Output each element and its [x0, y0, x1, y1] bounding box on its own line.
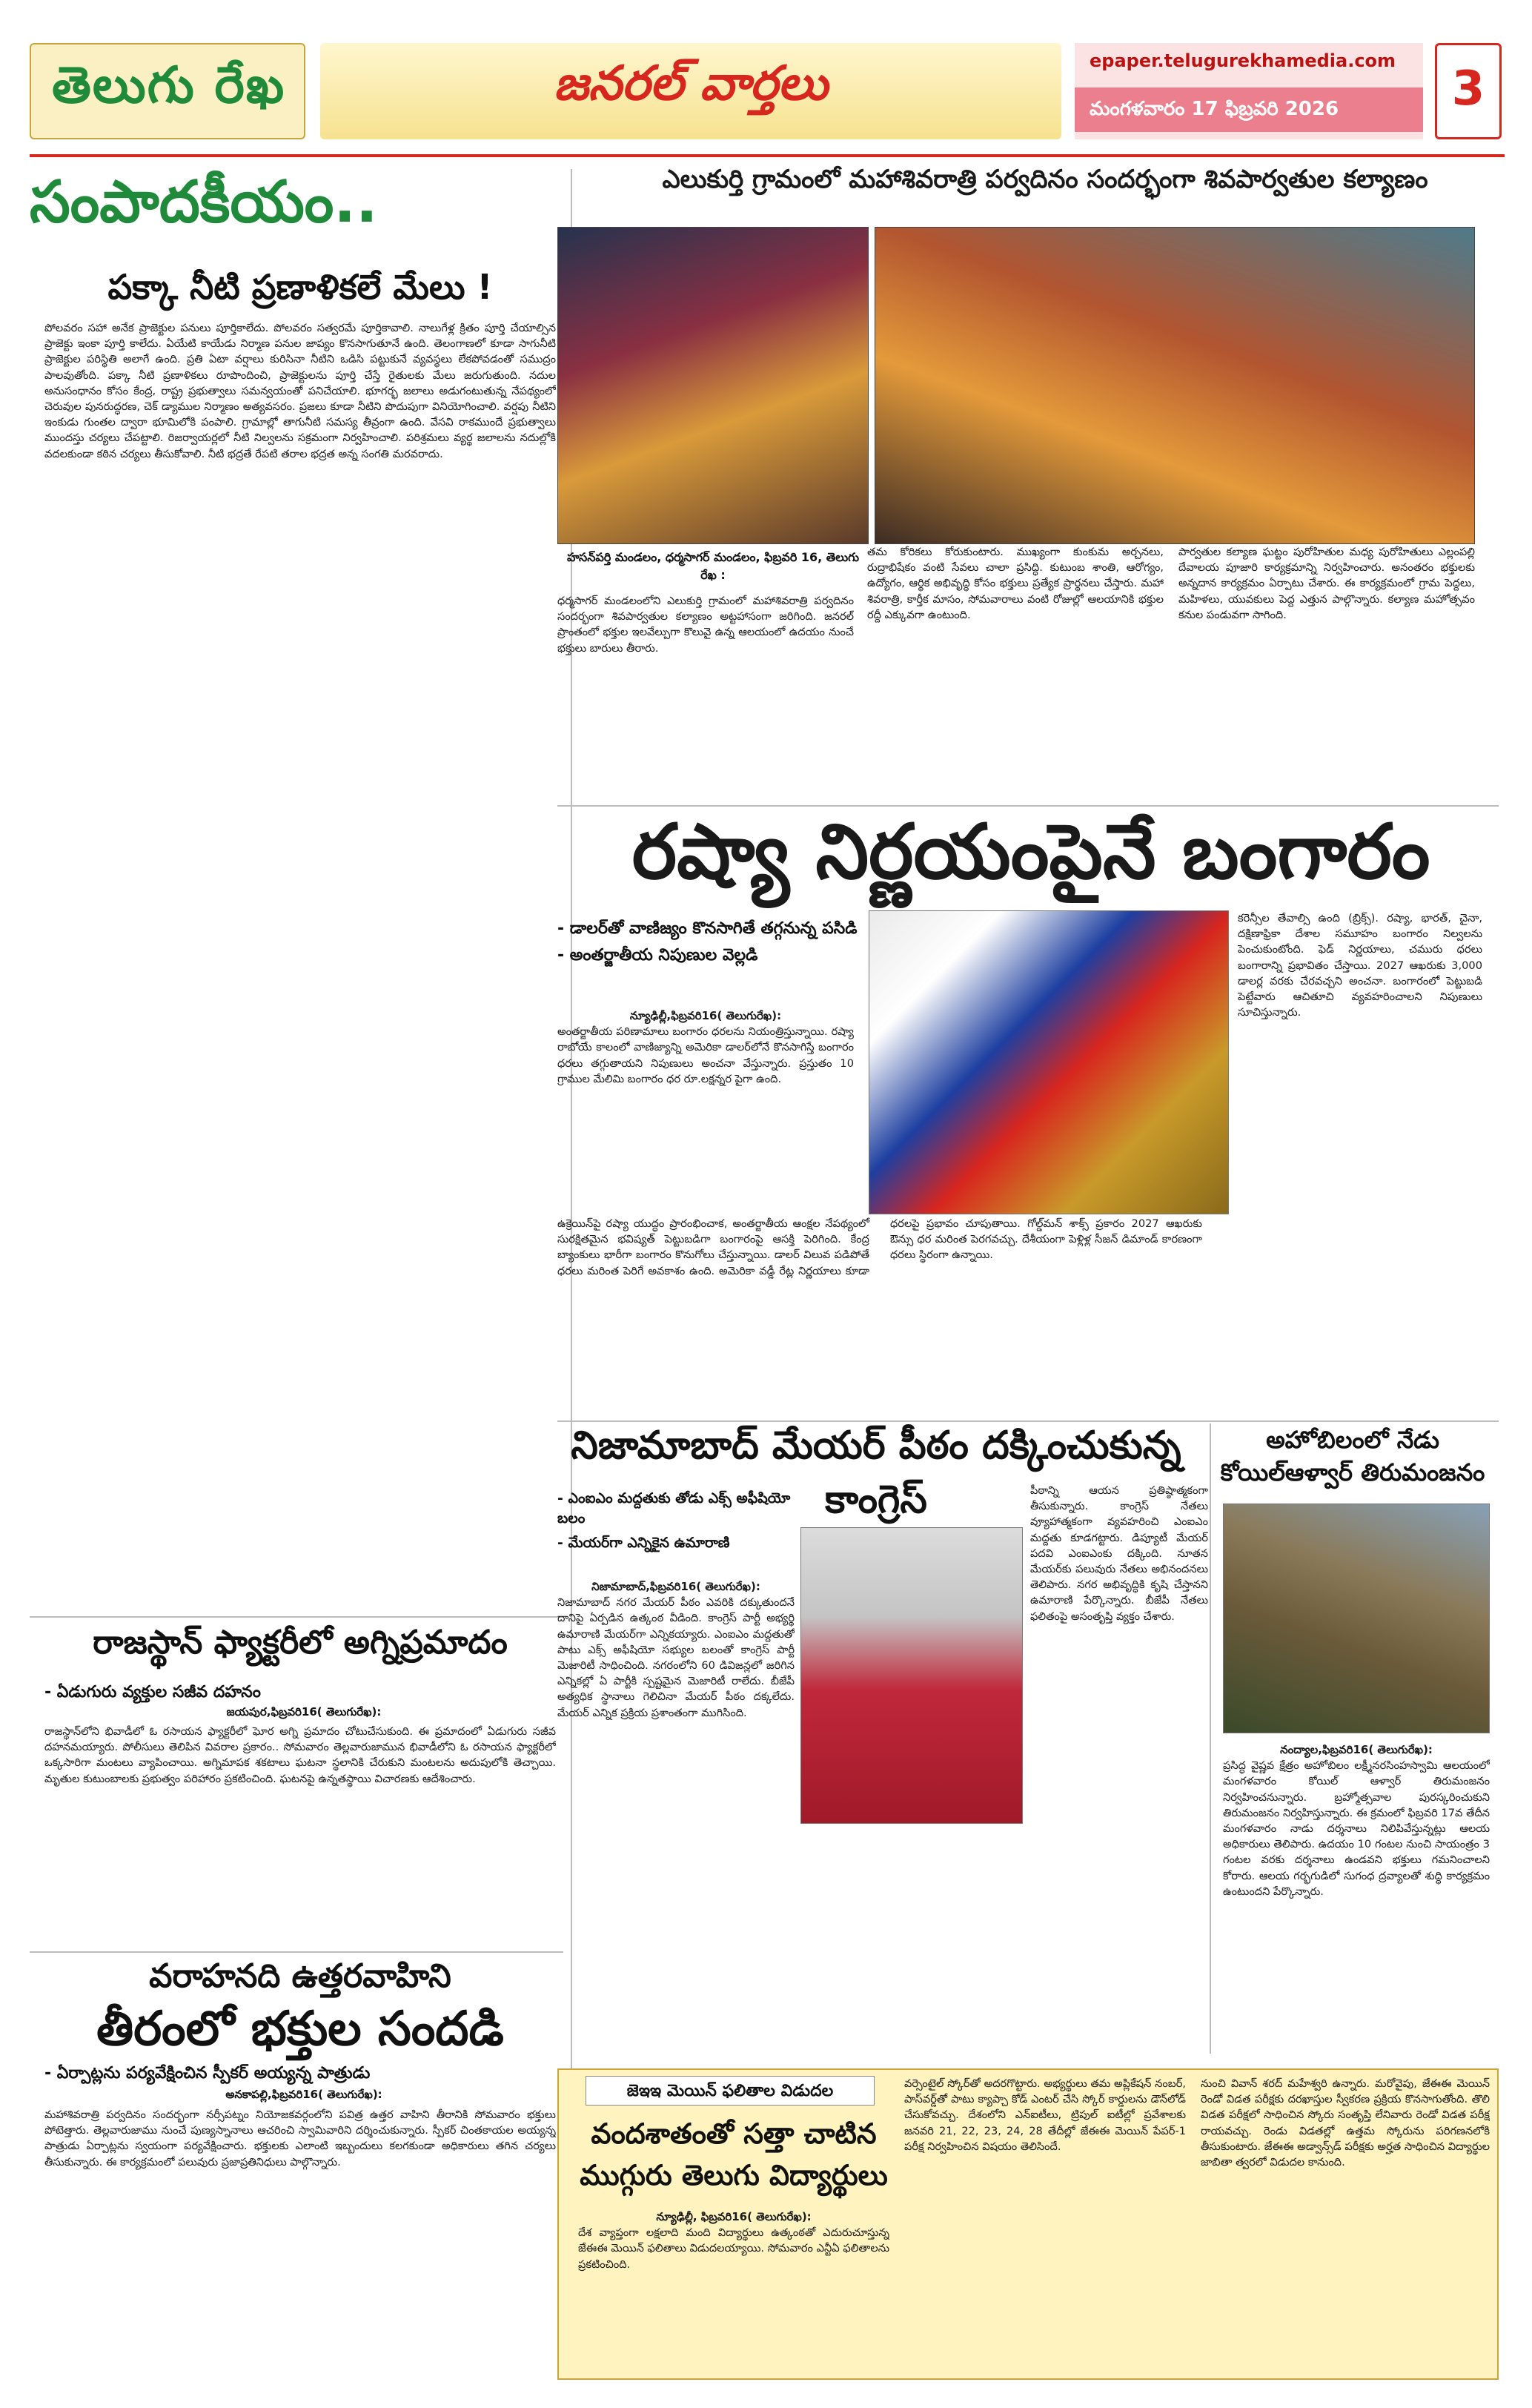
- ahobilam-temple-photo: [1223, 1504, 1490, 1733]
- gold-subheadline-2: - అంతర్జాతీయ నిపుణుల వెల్లడి: [557, 946, 758, 965]
- nizamabad-dateline: నిజామాబాద్,ఫిబ్రవరి16( తెలుగురేఖ):: [591, 1580, 760, 1593]
- page-number-box: [1435, 43, 1502, 139]
- jee-results-headline: వందశాతంతో సత్తా చాటిన ముగ్గురు తెలుగు విద్యార్థులు: [580, 2117, 888, 2192]
- section-banner: [320, 43, 1061, 139]
- jee-body-col2: వర్సెంటైల్ స్కోర్‌తో అదరగొట్టారు. అభ్యర్థులు తమ అప్లికేషన్ నంబర్, పాస్‌వర్డ్‌తో పాటు క్యాప్చా కోడ్ ఎంటర్ చేసి స్కోర్ కార్డులను డౌన్‌లోడ్ చేసుకోవచ్చు. దేశంలోని ఎన్ఐటీలు, ట్రిపుల్ ఐటీల్లో ప్రవేశాలకు జనవరి 21, 22, 23, 24, 28 తేదీల్లో జేఈఈ మెయిన్ పేపర్-1 పరీక్ష నిర్వహించిన విషయం తెలిసిందే.: [904, 2077, 1186, 2153]
- section-divider: [557, 805, 1499, 807]
- section-divider: [30, 1616, 563, 1618]
- varaha-headline-line2: తీరంలో భక్తుల సందడి: [96, 2002, 504, 2057]
- temple-crowd-photo: [557, 227, 869, 544]
- gold-subheadlines: [557, 919, 869, 1001]
- column-divider: [1210, 1423, 1211, 2054]
- site-url[interactable]: epaper.telugurekhamedia.com: [1090, 50, 1396, 71]
- jee-body-text-1: దేశ వ్యాప్తంగా లక్షలాది మంది విద్యార్థులు ఉత్కంఠతో ఎదురుచూస్తున్న జేఈఈ మెయిన్ ఫలితాలు విడుదలయ్యాయి. సోమవారం ఎన్టీఏ ఫలితాలను ప్రకటించింది.: [578, 2226, 889, 2271]
- nizamabad-body-col1: [557, 1579, 795, 2046]
- page-number: 3: [1451, 62, 1485, 116]
- ahobilam-body-text: ప్రసిద్ధ వైష్ణవ క్షేత్రం అహోబిలం లక్ష్మీనరసింహస్వామి ఆలయంలో మంగళవారం కోయిల్ ఆళ్వార్ తిరుమంజనం నిర్వహించనున్నారు. బ్రహ్మోత్సవాల పురస్కరించుకుని తిరుమంజనం నిర్వహిస్తున్నారు. ఈ క్రమంలో ఫిబ్రవరి 17వ తేదీన మంగళవారం నాడు దర్శనాలు నిలిపివేస్తున్నట్లు ఆలయ అధికారులు తెలిపారు. ఉదయం 10 గంటల నుంచి సాయంత్రం 3 గంటల వరకు దర్శనాలు ఉండవని భక్తులు గమనించాలని కోరారు. ఆలయ గర్భగుడిలో సుగంధ ద్రవ్యాలతో శుద్ధి కార్యక్రమం ఉంటుందని పేర్కొన్నారు.: [1223, 1759, 1490, 1898]
- nizamabad-subheadlines: [557, 1490, 802, 1579]
- jee-results-label: జెఇఇ మెయిన్ ఫలితాల విడుదల: [586, 2076, 875, 2106]
- shiva-body-col2: తమ కోరికలు కోరుకుంటారు. ముఖ్యంగా కుంకుమ అర్చనలు, రుద్రాభిషేకం వంటి సేవలు చాలా ప్రసిద్ధి. కుటుంబ శాంతి, ఆరోగ్యం, ఉద్యోగం, ఆర్థిక అభివృద్ధి కోసం భక్తులు ప్రత్యేక ప్రార్థనలు చేస్తారు. మహా శివరాత్రి, కార్తీక మాసం, సోమవారాలు వంటి రోజుల్లో ఆలయానికి భక్తుల రద్దీ ఎక్కువగా ఉంటుంది.: [867, 546, 1164, 621]
- mayor-portrait-photo: [800, 1527, 1023, 1824]
- ahobilam-headline: అహోబిలంలో నేడు కోయిల్‌ఆళ్వార్ తిరుమంజనం: [1220, 1426, 1485, 1486]
- gold-prices-headline: రష్యా నిర్ణయంపైనే బంగారం: [631, 808, 1430, 896]
- varaha-body: మహాశివరాత్రి పర్వదినం సందర్భంగా నర్సీపట్నం నియోజకవర్గంలోని పవిత్ర ఉత్తర వాహిని తీరానికి సోమవారం భక్తులు పోటెత్తారు. తెల్లవారుజాము నుంచే పుణ్యస్నానాలు ఆచరించి స్వామివారిని దర్శించుకున్నారు. స్పీకర్ చింతకాయల అయ్యన్న పాత్రుడు ఏర్పాట్లను స్వయంగా పర్యవేక్షించారు. భక్తులకు ఎలాంటి ఇబ్బందులు కలగకుండా అధికారులు తగిన చర్యలు తీసుకున్నారు. ఈ కార్యక్రమంలో పలువురు ప్రజాప్రతినిధులు పాల్గొన్నారు.: [44, 2108, 556, 2169]
- issue-date: మంగళవారం 17 ఫిబ్రవరి 2026: [1090, 98, 1339, 120]
- shiva-photo-caption: హసన్‌పర్తి మండలం, ధర్మసాగర్ మండలం, ఫిబ్రవరి 16, తెలుగు రేఖ :: [566, 550, 860, 582]
- varaha-headline-line1: వరాహనది ఉత్తరవాహిని: [149, 1957, 451, 1995]
- rajasthan-dateline: జయపుర,ఫిబ్రవరి16( తెలుగురేఖ):: [226, 1705, 382, 1719]
- varaha-dateline: అనకాపల్లి,ఫిబ్రవరి16( తెలుగురేఖ):: [225, 2088, 382, 2101]
- shiva-body-col1: ధర్మసాగర్ మండలంలోని ఎలుకుర్తి గ్రామంలో మహాశివరాత్రి పర్వదినం సందర్భంగా శివపార్వతుల కల్యాణం అట్టహాసంగా జరిగింది. జనరల్ ప్రాంతంలో భక్తుల ఇలవేల్పుగా కొలువై ఉన్న ఆలయంలో ఉదయం నుంచే భక్తులు బారులు తీరారు.: [557, 595, 854, 655]
- priests-ritual-photo: [875, 227, 1475, 544]
- newspaper-logo: [30, 43, 305, 139]
- editorial-body: పోలవరం సహా అనేక ప్రాజెక్టుల పనులు పూర్తికాలేదు. పోలవరం సత్వరమే పూర్తికావాలి. నాలుగేళ్ల క్రితం పూర్తి చేయాల్సిన ప్రాజెక్టు ఇంకా పూర్తి కాలేదు. ఏయేటి కాయేడు నిర్మాణ పనుల జాప్యం కొనసాగుతూనే ఉంది. తెలంగాణలో కూడా సాగునీటి ప్రాజెక్టుల పరిస్థితి అలాగే ఉంది. ప్రతి ఏటా వర్షాలు కురిసినా నీటిని ఒడిసి పట్టుకునే వ్యవస్థలు లేకపోవడంతో సముద్రం పాలవుతోంది. పక్కా నీటి ప్రణాళికలు రూపొందించి, ప్రాజెక్టులను పూర్తి చేస్తే రైతులకు మేలు జరుగుతుంది. నదుల అనుసంధానం కోసం కేంద్ర, రాష్ట్ర ప్రభుత్వాలు సమన్వయంతో పనిచేయాలి. భూగర్భ జలాలు అడుగంటుతున్న నేపథ్యంలో చెరువుల పునరుద్ధరణ, చెక్ డ్యాముల నిర్మాణం అత్యవసరం. ప్రజలు కూడా నీటిని పొదుపుగా వినియోగించాలి. వర్షపు నీటిని ఇంకుడు గుంతల ద్వారా భూమిలోకి పంపాలి. గ్రామాల్లో తాగునీటి సమస్య తీవ్రంగా ఉంది. వేసవి రాకముందే ప్రభుత్వాలు ముందస్తు చర్యలు చేపట్టాలి. రిజర్వాయర్లలో నీటి నిల్వలను సక్రమంగా నిర్వహించాలి. పరిశ్రమలు వ్యర్థ జలాలను నదుల్లోకి వదలకుండా కఠిన చర్యలు తీసుకోవాలి. నీటి భద్రతే రేపటి తరాల భద్రత అన్న సంగతి మరవరాదు.: [44, 322, 556, 460]
- nizamabad-headline: నిజామాబాద్ మేయర్ పీఠం దక్కించుకున్న కాంగ్రెస్: [571, 1423, 1181, 1522]
- varaha-subheadline: - ఏర్పాట్లను పర్యవేక్షించిన స్పీకర్ అయ్యన్న పాత్రుడు: [44, 2064, 371, 2083]
- jee-body-col1: [578, 2209, 889, 2372]
- gold-body-col1: [557, 1008, 854, 1186]
- logo-text: తెలుగు రేఖ: [52, 56, 286, 115]
- masthead: [30, 43, 1505, 153]
- nizamabad-body-text-1: నిజామాబాద్ నగర మేయర్ పీఠం ఎవరికి దక్కుతుందనే దానిపై ఏర్పడిన ఉత్కంఠ వీడింది. కాంగ్రెస్ పార్టీ అభ్యర్థి ఉమారాణి మేయర్‌గా ఎన్నికయ్యారు. ఎంఐఎం మద్దతుతో పాటు ఎక్స్ అఫీషియో సభ్యుల బలంతో కాంగ్రెస్ పార్టీ మెజారిటీ సాధించింది. నగరంలోని 60 డివిజన్లలో జరిగిన ఎన్నికల్లో ఏ పార్టీకి స్పష్టమైన మెజారిటీ రాలేదు. బీజేపీ అత్యధిక స్థానాలు గెలిచినా మేయర్ పీఠం దక్కలేదు. మేయర్ ఎన్నిక ప్రక్రియ ప్రశాంతంగా ముగిసింది.: [557, 1596, 795, 1719]
- section-title: జనరల్ వార్తలు: [554, 56, 828, 111]
- site-info: [1075, 43, 1423, 139]
- editorial-headline: పక్కా నీటి ప్రణాళికలే మేలు !: [107, 267, 493, 307]
- shiva-body-col3: పార్వతుల కల్యాణ ఘట్టం పురోహితుల మధ్య పురోహితులు ఎల్లంపల్లి దేవాలయ పూజారి కార్యక్రమాన్ని నిర్వహించారు. అనంతరం భక్తులకు అన్నదాన కార్యక్రమం ఏర్పాటు చేశారు. ఈ కార్యక్రమంలో గ్రామ పెద్దలు, మహిళలు, యువకులు పెద్ద ఎత్తున పాల్గొన్నారు. కల్యాణ మహోత్సవం కనుల పండువగా సాగింది.: [1178, 546, 1475, 621]
- rajasthan-subheadline: - ఏడుగురు వ్యక్తుల సజీవ దహనం: [44, 1683, 261, 1701]
- gold-body-col2: ఉక్రెయిన్‌పై రష్యా యుద్ధం ప్రారంభించాక, అంతర్జాతీయ ఆంక్షల నేపథ్యంలో సురక్షితమైన భవిష్యత్ పెట్టుబడిగా బంగారంపై ఆసక్తి పెరిగింది. కేంద్ర బ్యాంకులు భారీగా బంగారం కొనుగోలు చేస్తున్నాయి. డాలర్ విలువ పడిపోతే ధరలు మరింత పెరిగే అవకాశం ఉంది. అమెరికా వడ్డీ రేట్ల నిర్ణయాలు కూడా ధరలపై ప్రభావం చూపుతాయి. గోల్డ్‌మన్ శాక్స్ ప్రకారం 2027 ఆఖరుకు ఔన్సు ధర మరింత పెరగవచ్చు. దేశీయంగా పెళ్లిళ్ల సీజన్ డిమాండ్ కారణంగా ధరలు స్థిరంగా ఉన్నాయి.: [557, 1217, 1202, 1277]
- nizamabad-body-col2: పీఠాన్ని ఆయన ప్రతిష్ఠాత్మకంగా తీసుకున్నారు. కాంగ్రెస్ నేతలు వ్యూహాత్మకంగా వ్యవహరించి ఎంఐఎం మద్దతు కూడగట్టారు. డిప్యూటీ మేయర్ పదవి ఎంఐఎంకు దక్కింది. నూతన మేయర్‌కు పలువురు నేతలు అభినందనలు తెలిపారు. నగర అభివృద్ధికి కృషి చేస్తానని ఉమారాణి పేర్కొన్నారు. బీజేపీ నేతలు ఫలితంపై అసంతృప్తి వ్యక్తం చేశారు.: [1030, 1484, 1208, 1623]
- jee-dateline: న్యూఢిల్లీ, ఫిబ్రవరి16( తెలుగురేఖ):: [656, 2210, 812, 2223]
- masthead-rule: [30, 154, 1505, 157]
- russia-flag-gold-photo: [869, 910, 1229, 1214]
- date-band: [1075, 87, 1423, 132]
- rajasthan-body: రాజస్థాన్‌లోని భివాడీలో ఓ రసాయన ఫ్యాక్టరీలో ఘోర అగ్ని ప్రమాదం చోటుచేసుకుంది. ఈ ప్రమాదంలో ఏడుగురు సజీవ దహనమయ్యారు. పోలీసులు తెలిపిన వివరాల ప్రకారం.. సోమవారం తెల్లవారుజామున భివాడీలోని ఓ రసాయన ఫ్యాక్టరీలో ఒక్కసారిగా మంటలు వ్యాపించాయి. అగ్నిమాపక శకటాలు ఘటనా స్థలానికి చేరుకుని మంటలను అదుపులోకి తెచ్చాయి. మృతుల కుటుంబాలకు ప్రభుత్వం పరిహారం ప్రకటించింది. ఘటనపై ఉన్నతస్థాయి విచారణకు ఆదేశించారు.: [44, 1725, 556, 1785]
- editorial-title: సంపాదకీయం..: [30, 169, 378, 236]
- gold-body-text-1: అంతర్జాతీయ పరిణామాలు బంగారం ధరలను నియంత్రిస్తున్నాయి. రష్యా రాబోయే కాలంలో వాణిజ్యాన్ని అమెరికా డాలర్‌లోనే కొనసాగిస్తే బంగారం ధరలు తగ్గుతాయని నిపుణులు అంచనా వేస్తున్నారు. ప్రస్తుతం 10 గ్రాముల మేలిమి బంగారం ధర రూ.లక్షన్నర పైగా ఉంది.: [557, 1025, 854, 1085]
- section-divider: [557, 1420, 1499, 1422]
- gold-subheadline-1: - డాలర్‌తో వాణిజ్యం కొనసాగితే తగ్గనున్న పసిడి: [557, 919, 858, 938]
- nizamabad-subheadline-2: - మేయర్‌గా ఎన్నికైన ఉమారాణి: [557, 1535, 730, 1551]
- nizamabad-subheadline-1: - ఎంఐఎం మద్దతుకు తోడు ఎక్స్ అఫీషియో బలం: [557, 1490, 791, 1526]
- gold-dateline: న్యూఢిల్లీ,ఫిబ్రవరి16( తెలుగురేఖ):: [629, 1009, 782, 1022]
- section-divider: [30, 1951, 563, 1953]
- gold-body-col3: కరెన్సీల తేవాల్సి ఉంది (బ్రిక్స్). రష్యా, భారత్, చైనా, దక్షిణాఫ్రికా దేశాల సమూహం బంగారం నిల్వలను పెంచుకుంటోంది. ఫెడ్ నిర్ణయాలు, చమురు ధరలు బంగారాన్ని ప్రభావితం చేస్తాయి. 2027 ఆఖరుకు 3,000 డాలర్ల వరకు చేరవచ్చని అంచనా. బంగారంలో పెట్టుబడి పెట్టేవారు ఆచితూచి వ్యవహరించాలని నిపుణులు సూచిస్తున్నారు.: [1238, 912, 1482, 1019]
- jee-body-col3: నుంచి వివాన్ శరద్ మహేశ్వరి ఉన్నారు. మరోవైపు, జేఈఈ మెయిన్ రెండో విడత పరీక్షకు దరఖాస్తుల స్వీకరణ ప్రక్రియ కొనసాగుతోంది. తొలి విడత పరీక్షలో సాధించిన స్కోరు సంతృప్తి లేనివారు రెండో విడత పరీక్ష రాయవచ్చు. రెండు విడతల్లో ఉత్తమ స్కోరును పరిగణనలోకి తీసుకుంటారు. జేఈఈ అడ్వాన్స్‌డ్ పరీక్షకు అర్హత సాధించిన విద్యార్థుల జాబితా త్వరలో విడుదల కానుంది.: [1201, 2077, 1490, 2169]
- rajasthan-headline: రాజస్థాన్ ఫ్యాక్టరీలో అగ్నిప్రమాదం: [93, 1624, 508, 1661]
- shiva-kalyanam-headline: ఎలుకుర్తి గ్రామంలో మహాశివరాత్రి పర్వదినం సందర్భంగా శివపార్వతుల కల్యాణం: [662, 165, 1428, 194]
- ahobilam-dateline: నంద్యాల,ఫిబ్రవరి16( తెలుగురేఖ):: [1280, 1743, 1433, 1756]
